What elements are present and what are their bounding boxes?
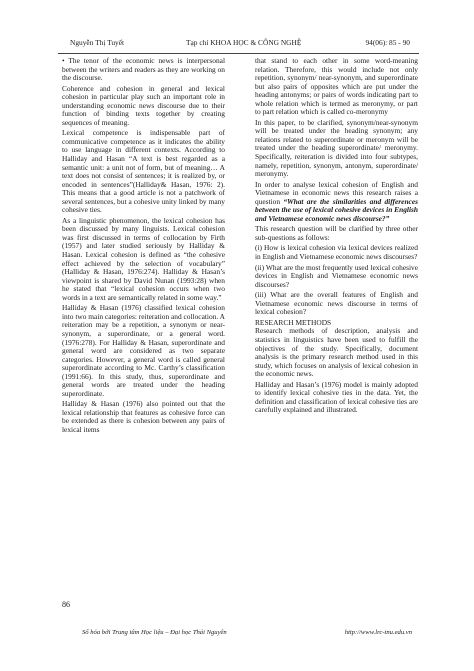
paragraph: • The tenor of the economic news is interpersonal between the writers and readers as they are working on the discourse. — [62, 56, 225, 83]
paragraph: Coherence and cohesion in general and lexical cohesion in particular play such an important role in understanding economic news discourse due to their function of binding texts together by creating sequences of meaning. — [62, 83, 225, 127]
paragraph: In this paper, to be clarified, synonym/near-synonym will be treated under the heading synonym; any relations related to superordinate or meronym will be treated under the heading superordinate/ meronymy. Specifically, reiteration is divided into four subtypes, namely, repetition, synonym, antonym, superordinate/ meronymy. — [255, 117, 418, 179]
header-issue: 94(06): 85 - 90 — [365, 38, 410, 47]
paragraph: Halliday & Hasan (1976) also pointed out that the lexical relationship that features as cohesive force can be extended as there is cohesion between any pairs of lexical items — [62, 399, 225, 434]
sub-question-3: (iii) What are the overall features of English and Vietnamese economic news discourse in terms of lexical cohesion? — [255, 290, 418, 317]
right-column — [255, 57, 418, 417]
left-column — [62, 57, 225, 437]
page-number: 86 — [62, 600, 70, 609]
header-journal: Tạp chí KHOA HỌC & CÔNG NGHỆ — [186, 38, 302, 47]
paragraph: Research methods of description, analysis and statistics in linguistics have been used to fulfill the objectives of the study. Specifically, document analysis is the primary research method used in this study, which focuses on analysis of lexical cohesion in the economic news. — [255, 326, 418, 379]
research-question-paragraph — [255, 181, 418, 224]
header-author: Nguyễn Thị Tuyết — [70, 38, 125, 47]
research-question: “What are the similarities and differences between the use of lexical cohesive devices in English and Vietnamese economic news discourse?” — [255, 196, 418, 223]
paragraph: As a linguistic phenomenon, the lexical cohesion has been discussed by many linguists. Lexical cohesion was first discussed in terms of collocation by Firth (1957) and later studied seriously by Halliday & Hasan. Lexical cohesion is defined as “the cohesive effect achieved by the selection of vocabulary” (Halliday & Hasan, 1976:274). Halliday & Hasan’s viewpoint is shared by David Nunan (1993:28) when he stated that “lexical cohesion occurs when two words in a text are semantically related in some way.” — [62, 215, 225, 302]
paragraph: Halliday & Hasan (1976) classified lexical cohesion into two main categories: reiteration and collocation. A reiteration may be a repetition, a synonym or near-synonym, a superordinate, or a general word. (1976:278). For Halliday & Hasan, superordinate and general word are considered as two separate categories. However, a general word is called general superordinate according to Mc. Carthy’s classification (1991:66). In this study, thus, superordinate and general words are treated under the heading superordinate. — [62, 303, 225, 398]
paragraph-text: In order to analyse lexical cohesion of English and Vietnamese in economic news this research raises a question — [255, 179, 418, 206]
header-rule — [58, 53, 419, 54]
sub-question-1: (i) How is lexical cohesion via lexical devices realized in English and Vietnamese economic news discourses? — [255, 243, 418, 262]
paragraph: Halliday and Hasan’s (1976) model is mainly adopted to identify lexical cohesive ties in the data. Yet, the definition and classification of lexical cohesive ties are carefully explained and illustrated. — [255, 379, 418, 415]
running-header — [70, 38, 410, 52]
section-heading: RESEARCH METHODS — [255, 317, 332, 327]
footer-url: http://www.lrc-tnu.edu.vn — [344, 629, 412, 636]
sub-question-2: (ii) What are the most frequently used lexical cohesive devices in English and Vietnamese economic news discourses? — [255, 262, 418, 289]
footer-credit: Số hóa bởi Trung tâm Học liệu – Đại học Thái Nguyên — [82, 629, 227, 636]
paragraph: Lexical competence is indispensable part of communicative competence as it indicates the ability to use language in different contexts. According to Halliday and Hasan “A text is best regarded as a semantic unit: a unit not of form, but of meaning… A text does not consist of sentences; it is realized by, or encoded in sentences”(Halliday& Hasan, 1976: 2). This means that a good article is not a patchwork of several sentences, but a cohesive unity linked by many cohesive ties. — [62, 128, 225, 215]
paragraph: This research question will be clarified by three other sub-questions as follows: — [255, 224, 418, 242]
paragraph: that stand to each other in some word-meaning relation. Therefore, this would include not only repetition, synonym/ near-synonym, and superordinate but also pairs of opposites which are put under the heading antonyms; or pairs of words indicating part to whole relation which is termed as meronymy, or part to part relation which is called co-meronymy — [255, 56, 418, 117]
